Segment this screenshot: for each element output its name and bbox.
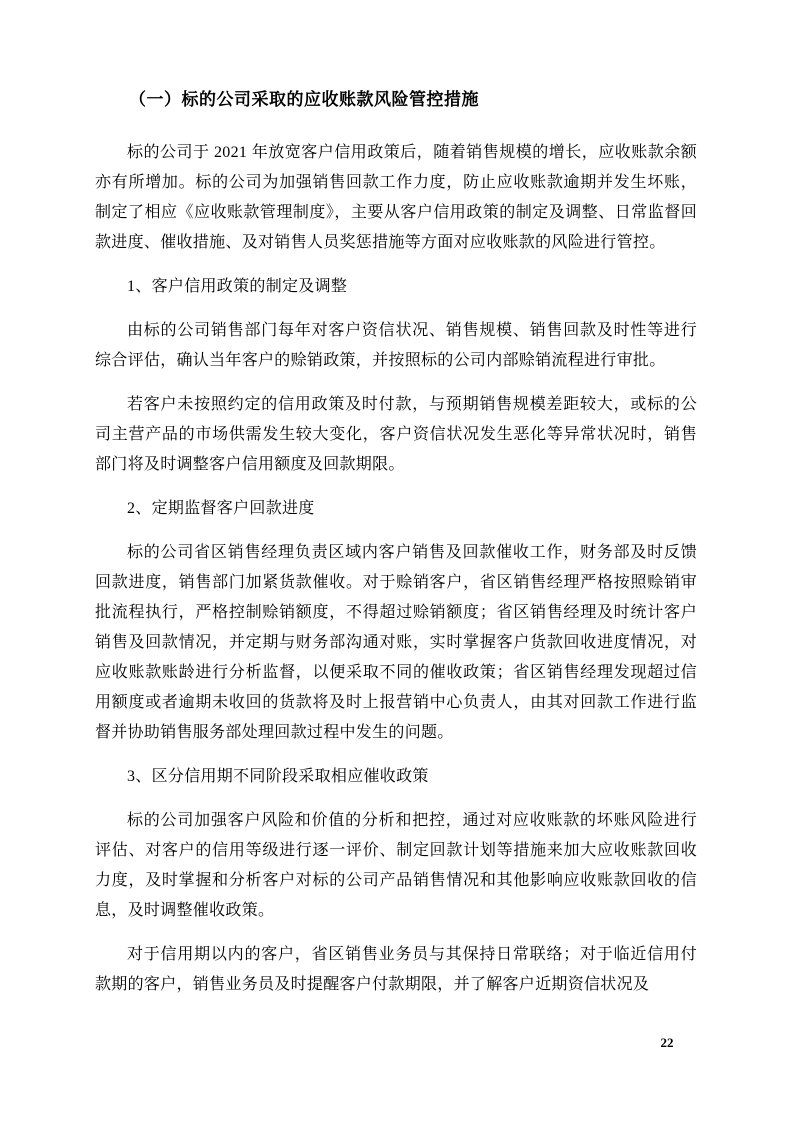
paragraph: 对于信用期以内的客户，省区销售业务员与其保持日常联络；对于临近信用付款期的客户，销售业务员及时提醒客户付款期限，并了解客户近期资信状况及: [95, 946, 697, 993]
page-number: 22: [660, 1035, 674, 1050]
paragraph: 若客户未按照约定的信用政策及时付款，与预期销售规模差距较大，或标的公司主营产品的市场供需发生较大变化，客户资信状况发生恶化等异常状况时，销售部门将及时调整客户信用额度及回款期限。: [95, 396, 697, 473]
section-heading: （一）标的公司采取的应收账款风险管控措施: [129, 90, 479, 109]
document-content: [95, 88, 697, 1014]
paragraph: 标的公司省区销售经理负责区域内客户销售及回款催收工作，财务部及时反馈回款进度，销售部门加紧货款催收。对于赊销客户，省区销售经理严格按照赊销审批流程执行，严格控制赊销额度，不得超过赊销额度；省区销售经理及时统计客户销售及回款情况，并定期与财务部沟通对账，实时掌握客户货款回收进度情况，对应收账款账龄进行分析监督，以便采取不同的催收政策；省区销售经理发现超过信用额度或者逾期未收回的货款将及时上报营销中心负责人，由其对回款工作进行监督并协助销售服务部处理回款过程中发生的问题。: [95, 544, 697, 741]
paragraph: 标的公司于 2021 年放宽客户信用政策后，随着销售规模的增长，应收账款余额亦有所增加。标的公司为加强销售回款工作力度，防止应收账款逾期并发生坏账，制定了相应《应收账款管理制度》，主要从客户信用政策的制定及调整、日常监督回款进度、催收措施、及对销售人员奖惩措施等方面对应收账款的风险进行管控。: [95, 144, 697, 251]
paragraph: 标的公司加强客户风险和价值的分析和把控，通过对应收账款的坏账风险进行评估、对客户的信用等级进行逐一评价、制定回款计划等措施来加大应收账款回收力度，及时掌握和分析客户对标的公司产品销售情况和其他影响应收账款回收的信息，及时调整催收政策。: [95, 812, 697, 919]
paragraph: 由标的公司销售部门每年对客户资信状况、销售规模、销售回款及时性等进行综合评估，确认当年客户的赊销政策，并按照标的公司内部赊销流程进行审批。: [95, 322, 697, 369]
subsection-heading: 3、区分信用期不同阶段采取相应催收政策: [127, 768, 429, 785]
subsection-heading: 1、客户信用政策的制定及调整: [127, 278, 348, 295]
document-body: [95, 138, 697, 1000]
subsection-heading: 2、定期监督客户回款进度: [127, 500, 315, 517]
